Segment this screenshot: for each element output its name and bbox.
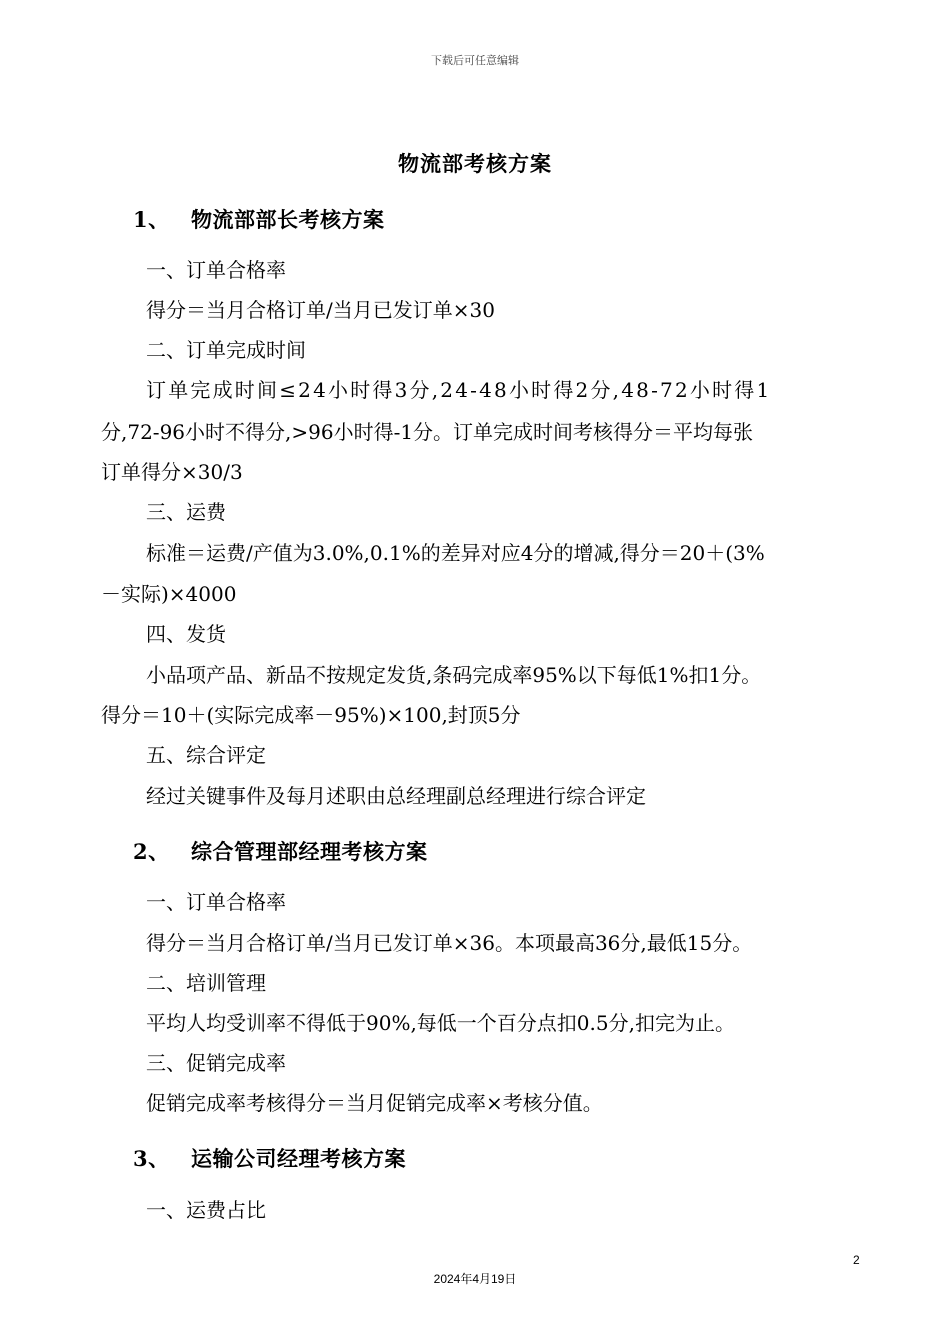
- page-number: 2: [853, 1253, 860, 1267]
- section-heading-3: [133, 1143, 406, 1173]
- paragraph-line: －实际)×4000: [101, 582, 237, 606]
- subsection-title: 四、发货: [146, 622, 226, 646]
- paragraph-line: 得分＝当月合格订单/当月已发订单×30: [146, 298, 495, 322]
- paragraph-line: 订单完成时间≤24小时得3分,24-48小时得2分,48-72小时得1: [146, 378, 772, 402]
- paragraph-line: 标准＝运费/产值为3.0%,0.1%的差异对应4分的增减,得分＝20＋(3%: [146, 541, 765, 565]
- subsection-title: 二、培训管理: [146, 971, 266, 995]
- footer-date: 2024年4月19日: [433, 1272, 517, 1286]
- section-title: 运输公司经理考核方案: [191, 1146, 406, 1171]
- subsection-title: 一、订单合格率: [146, 890, 286, 914]
- paragraph-line: 分,72-96小时不得分,>96小时得-1分。订单完成时间考核得分＝平均每张: [101, 420, 754, 444]
- paragraph-line: 促销完成率考核得分＝当月促销完成率×考核分值。: [146, 1091, 603, 1115]
- subsection-title: 五、综合评定: [146, 743, 266, 767]
- subsection-title: 一、订单合格率: [146, 258, 286, 282]
- paragraph-line: 得分＝当月合格订单/当月已发订单×36。本项最高36分,最低15分。: [146, 931, 753, 955]
- document-title: 物流部考核方案: [398, 151, 552, 176]
- subsection-title: 三、运费: [146, 500, 226, 524]
- section-heading-1: [133, 204, 385, 234]
- section-number: 3、: [133, 1146, 170, 1171]
- subsection-title: 一、运费占比: [146, 1198, 266, 1222]
- section-title: 物流部部长考核方案: [191, 207, 385, 232]
- paragraph-line: 小品项产品、新品不按规定发货,条码完成率95%以下每低1%扣1分。: [146, 663, 762, 687]
- subsection-title: 三、促销完成率: [146, 1051, 286, 1075]
- header-note: 下载后可任意编辑: [431, 55, 519, 67]
- paragraph-line: 经过关键事件及每月述职由总经理副总经理进行综合评定: [146, 784, 646, 808]
- subsection-title: 二、订单完成时间: [146, 338, 306, 362]
- section-heading-2: [133, 836, 428, 866]
- section-title: 综合管理部经理考核方案: [191, 839, 428, 864]
- section-number: 1、: [133, 207, 170, 232]
- paragraph-line: 订单得分×30/3: [101, 460, 243, 484]
- section-number: 2、: [133, 839, 170, 864]
- paragraph-line: 平均人均受训率不得低于90%,每低一个百分点扣0.5分,扣完为止。: [146, 1011, 735, 1035]
- paragraph-line: 得分＝10＋(实际完成率－95%)×100,封顶5分: [101, 703, 521, 727]
